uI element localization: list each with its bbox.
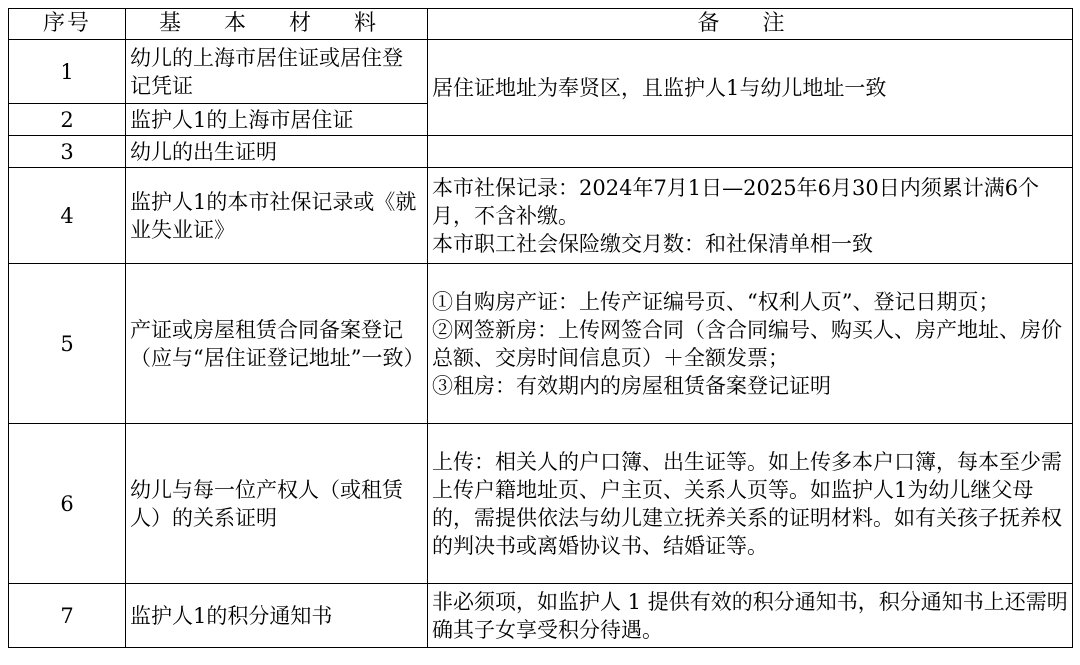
row-note: 非必须项，如监护人 1 提供有效的积分通知书，积分通知书上还需明确其子女享受积分待遇。 — [428, 584, 1073, 648]
row-note: 居住证地址为奉贤区，且监护人1与幼儿地址一致 — [428, 40, 1073, 136]
table-row — [9, 584, 1073, 648]
table-row — [9, 136, 1073, 168]
row-material: 监护人1的本市社保记录或《就业失业证》 — [126, 168, 428, 264]
row-note — [428, 168, 1073, 264]
row-material: 监护人1的上海市居住证 — [126, 104, 428, 136]
row-number: 1 — [9, 40, 126, 104]
header-material: 基 本 材 料 — [126, 9, 428, 40]
row-material: 幼儿的上海市居住证或居住登记凭证 — [126, 40, 428, 104]
table-row — [9, 40, 1073, 104]
row-number: 3 — [9, 136, 126, 168]
row-note: 上传：相关人的户口簿、出生证等。如上传多本户口簿，每本至少需上传户籍地址页、户主页、关系人页等。如监护人1为幼儿继父母的，需提供依法与幼儿建立抚养关系的证明材料。如有关孩子抚养权的判决书或离婚协议书、结婚证等。 — [428, 424, 1073, 584]
row-material: 监护人1的积分通知书 — [126, 584, 428, 648]
note-line: ①自购房产证：上传产证编号页、“权利人页”、登记日期页； — [432, 289, 1000, 314]
table-row — [9, 424, 1073, 584]
note-line: ③租房：有效期内的房屋租赁备案登记证明 — [432, 373, 831, 398]
row-number: 5 — [9, 264, 126, 424]
header-no: 序号 — [9, 9, 126, 40]
note-line: ②网签新房：上传网签合同（含合同编号、购买人、房产地址、房价总额、交房时间信息页）＋全额发票； — [432, 317, 1062, 370]
header-row — [9, 9, 1073, 40]
header-note: 备 注 — [428, 9, 1073, 40]
row-material: 幼儿与每一位产权人（或租赁人）的关系证明 — [126, 424, 428, 584]
row-note — [428, 264, 1073, 424]
materials-table — [8, 8, 1073, 648]
row-number: 2 — [9, 104, 126, 136]
row-number: 6 — [9, 424, 126, 584]
note-line: 本市职工社会保险缴交月数：和社保清单相一致 — [432, 231, 873, 256]
row-material: 幼儿的出生证明 — [126, 136, 428, 168]
table-row — [9, 168, 1073, 264]
row-number: 4 — [9, 168, 126, 264]
table-row — [9, 264, 1073, 424]
row-material: 产证或房屋租赁合同备案登记（应与“居住证登记地址”一致） — [126, 264, 428, 424]
row-number: 7 — [9, 584, 126, 648]
note-line: 本市社保记录：2024年7月1日—2025年6月30日内须累计满6个月，不含补缴。 — [432, 175, 1040, 228]
row-note — [428, 136, 1073, 168]
